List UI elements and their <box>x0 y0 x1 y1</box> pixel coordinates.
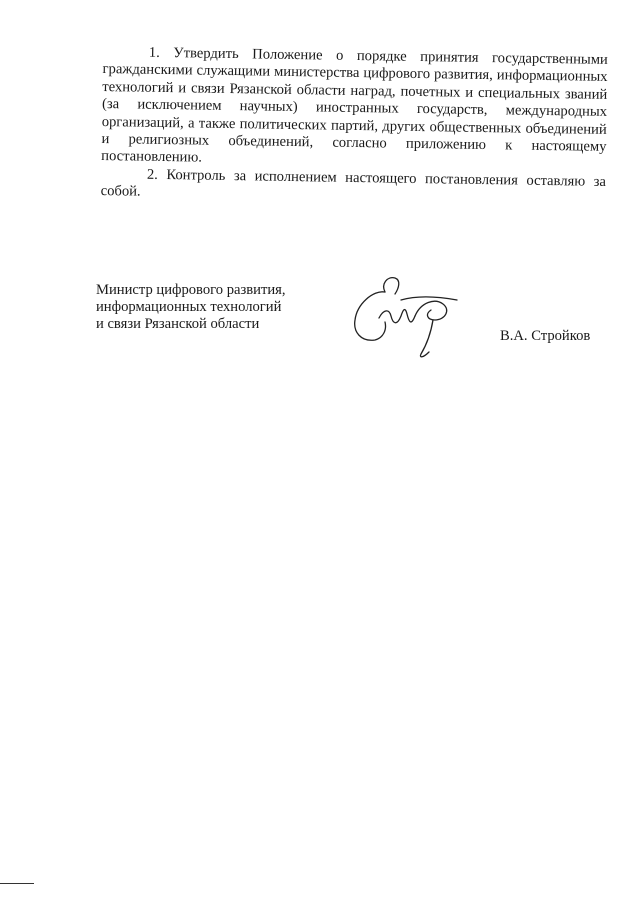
handwritten-signature-icon <box>345 270 465 360</box>
paragraph-1: 1. Утвердить Положение о порядке принятия государственными гражданскими служащими министерства цифрового развития, информационных технологий и связи Рязанской области наград, почетных и специальных званий (за исключением научных) иностранных государств, международных организаций, а также политических партий, других общественных объединений и религиозных объединений, согласно приложению к настоящему постановлению. <box>101 44 608 167</box>
position-line-1: Министр цифрового развития, <box>96 282 286 298</box>
document-body <box>101 44 608 209</box>
paragraph-2: 2. Контроль за исполнением настоящего постановления оставляю за собой. <box>100 166 607 200</box>
signatory-position <box>96 282 286 334</box>
footer-divider <box>0 883 34 884</box>
position-line-3: и связи Рязанской области <box>96 316 260 333</box>
position-line-2: информационных технологий <box>96 299 282 316</box>
signer-name: В.А. Стройков <box>500 328 591 344</box>
